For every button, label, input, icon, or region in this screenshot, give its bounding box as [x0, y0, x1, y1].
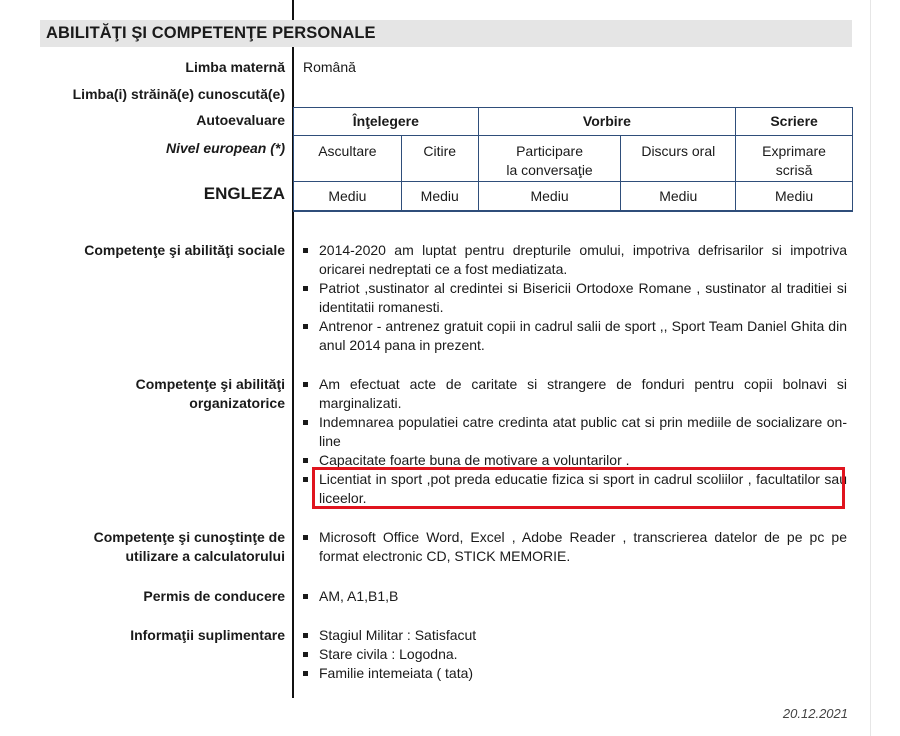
list-item: Microsoft Office Word, Excel , Adobe Reader , transcrierea datelor de pe pc pe format electronic CD, STICK MEMORIE. [300, 528, 847, 566]
subheader-writing: Exprimare scrisă [736, 136, 853, 182]
self-assessment-label: Autoevaluare [196, 112, 285, 128]
foreign-languages-label: Limba(i) străină(e) cunoscută(e) [72, 86, 285, 102]
list-item: Familie intemeiata ( tata) [300, 664, 847, 683]
additional-info-label: Informaţii suplimentare [130, 627, 285, 643]
group-speaking: Vorbire [478, 108, 735, 136]
level-spoken-production: Mediu [621, 182, 736, 212]
european-level-label: Nivel european (*) [165, 140, 285, 156]
driving-license-label: Permis de conducere [143, 588, 285, 604]
mother-tongue-value: Română [303, 59, 356, 75]
social-skills-list [300, 241, 847, 355]
subheader-spoken-interaction: Participare la conversaţie [478, 136, 621, 182]
subheader-reading: Citire [401, 136, 478, 182]
column-divider [292, 0, 294, 698]
list-item: Indemnarea populatiei catre credinta atat public cat si prin mediile de socializare on-line [300, 413, 847, 451]
list-item: 2014-2020 am luptat pentru drepturile omului, impotriva defrisarilor si impotriva oricarei nedreptati ce a fost mediatizata. [300, 241, 847, 279]
list-item: Am efectuat acte de caritate si strangere de fonduri pentru copii bolnavi si marginalizati. [300, 375, 847, 413]
list-item: Patriot ,sustinator al credintei si Bisericii Ortodoxe Romane , sustinator al traditiei si identitatii romanesti. [300, 279, 847, 317]
computer-skills-list [300, 528, 847, 566]
group-writing: Scriere [736, 108, 853, 136]
driving-license-list [300, 587, 847, 606]
document-date: 20.12.2021 [782, 706, 848, 721]
additional-info-list [300, 626, 847, 683]
highlight-box [312, 467, 845, 509]
section-title: ABILITĂŢI ŞI COMPETENŢE PERSONALE [40, 20, 852, 47]
list-item: Stagiul Militar : Satisfacut [300, 626, 847, 645]
level-spoken-interaction: Mediu [478, 182, 621, 212]
language-name: ENGLEZA [203, 184, 285, 203]
level-writing: Mediu [736, 182, 853, 212]
social-skills-label: Competenţe şi abilităţi sociale [84, 242, 285, 258]
list-item: Licentiat in sport ,pot preda educatie fizica si sport in cadrul scoliilor , facultatilor sau liceelor. [300, 470, 847, 508]
list-item: AM, A1,B1,B [300, 587, 847, 606]
mother-tongue-label: Limba maternă [185, 59, 285, 75]
level-reading: Mediu [401, 182, 478, 212]
computer-skills-label-line1: Competenţe şi cunoştinţe de [93, 529, 285, 545]
list-item: Antrenor - antrenez gratuit copii in cadrul salii de sport ,, Sport Team Daniel Ghita din anul 2014 pana in prezent. [300, 317, 847, 355]
level-listening: Mediu [294, 182, 402, 212]
computer-skills-label-line2: utilizare a calculatorului [125, 548, 285, 564]
list-item: Capacitate foarte buna de motivare a voluntarilor . [300, 451, 847, 470]
group-understanding: Înţelegere [294, 108, 479, 136]
organizational-skills-label-line2: organizatorice [189, 395, 285, 411]
language-assessment-table [293, 107, 853, 212]
list-item: Stare civila : Logodna. [300, 645, 847, 664]
organizational-skills-label-line1: Competenţe şi abilităţi [135, 376, 285, 392]
subheader-spoken-production: Discurs oral [621, 136, 736, 182]
subheader-listening: Ascultare [294, 136, 402, 182]
